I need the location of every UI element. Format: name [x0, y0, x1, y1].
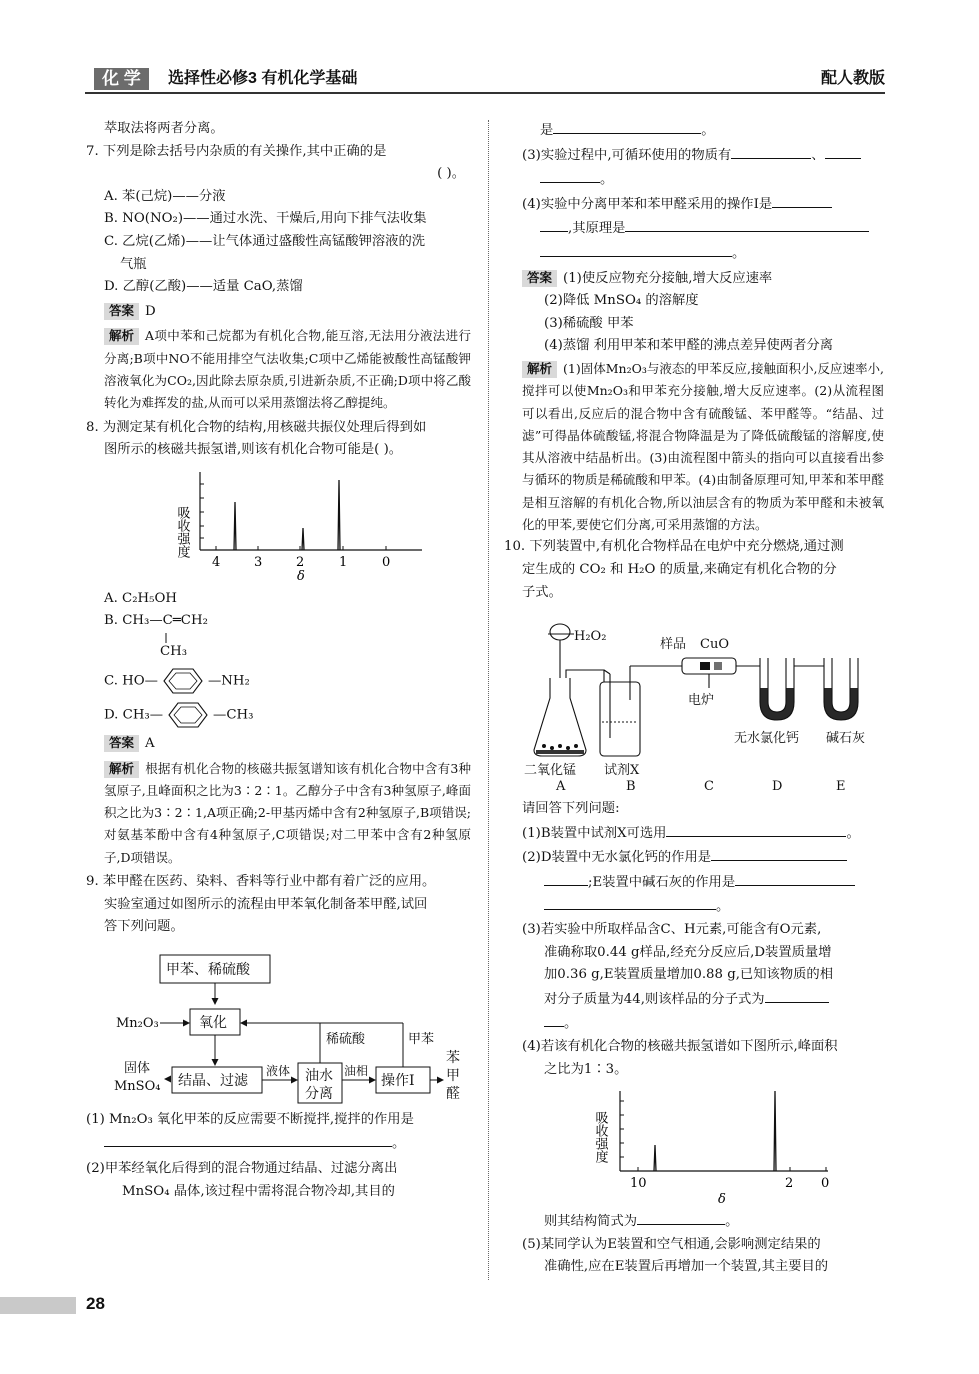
q9-stem-1: 9. 苯甲醛在医药、染料、香料等行业中都有着广泛的应用。 — [86, 873, 436, 889]
flow-crystallize: 结晶、过滤 — [178, 1072, 248, 1089]
flow-toluene: 甲苯 — [408, 1031, 435, 1047]
blank-answer[interactable] — [772, 192, 832, 208]
blank-answer[interactable] — [825, 143, 861, 159]
blank-answer[interactable] — [540, 241, 732, 257]
tick-0: 0 — [382, 554, 391, 570]
blank-answer[interactable] — [540, 167, 600, 183]
tick-1: 1 — [339, 554, 348, 570]
q10-sub2a: (2)D装置中无水氯化钙的作用是 — [522, 850, 712, 866]
apparatus-labels — [504, 776, 884, 796]
q9-sub2b: MnSO₄ 晶体,该过程中需将混合物冷却,其目的 — [122, 1183, 395, 1199]
q9-sub1: (1) Mn₂O₃ 氧化甲苯的反应需要不断搅拌,搅拌的作用是 — [86, 1111, 414, 1127]
q9-sub2a: (2)甲苯经氧化后得到的混合物通过结晶、过滤分离出 — [86, 1160, 398, 1176]
benzene-ring-icon — [158, 667, 208, 695]
flow-oil-phase: 油相 — [344, 1063, 369, 1078]
q7-option-c: C. 乙烷(乙烯)——让气体通过盛酸性高锰酸钾溶液的洗 — [104, 233, 426, 249]
q10-apparatus — [504, 610, 884, 782]
nmr-xlabel: δ — [297, 568, 305, 584]
blank-answer[interactable] — [735, 870, 855, 886]
tick-4: 4 — [212, 554, 221, 570]
q8-option-a: A. C₂H₅OH — [104, 590, 177, 606]
label-e: E — [836, 779, 846, 795]
flow-oxidation: 氧化 — [199, 1014, 227, 1031]
analysis-badge: 解析 — [522, 361, 557, 378]
nmr-spectrum-q10 — [590, 1087, 920, 1207]
app-mno2: 二氧化锰 — [524, 763, 577, 779]
flow-mn2o3: Mn₂O₃ — [116, 1015, 159, 1031]
page-number: 28 — [86, 1294, 105, 1313]
q9-answer-1: (1)使反应物充分接触,增大反应速率 — [563, 270, 773, 286]
benzene-ring-icon — [163, 701, 213, 729]
q7-option-c-cont: 气瓶 — [120, 256, 147, 272]
analysis-badge: 解析 — [104, 761, 139, 778]
book-title: 选择性必修3 有机化学基础 — [168, 70, 358, 87]
q8-stem-1: 8. 为测定某有机化合物的结构,用核磁共振仪处理后得到如 — [86, 419, 427, 435]
flow-solid: 固体 — [124, 1060, 151, 1076]
q7-option-a: A. 苯(己烷)——分液 — [104, 188, 226, 204]
r-line-4a: (4)实验中分离甲苯和苯甲醛采用的操作Ⅰ是 — [522, 196, 773, 212]
q7-paren: ( )。 — [437, 166, 465, 182]
flow-toluene-acid: 甲苯、稀硫酸 — [166, 961, 250, 978]
blank-answer[interactable] — [553, 118, 701, 134]
app-cacl2: 无水氯化钙 — [734, 731, 800, 747]
app-cuo: CuO — [700, 637, 729, 653]
tick-0: 0 — [821, 1176, 830, 1192]
r-line-1: 是 — [540, 123, 554, 138]
edition-label: 配人教版 — [820, 70, 885, 87]
flow-separate-2: 分离 — [305, 1085, 333, 1102]
blank-answer[interactable] — [104, 1131, 392, 1147]
tick-2: 2 — [785, 1176, 794, 1192]
nmr-xlabel: δ — [718, 1192, 726, 1208]
q8-option-b: B. CH₃—C═CH₂ — [104, 613, 208, 629]
q9-stem-3: 答下列问题。 — [104, 919, 184, 935]
blank-answer[interactable] — [625, 216, 869, 232]
q9-answer-2: (2)降低 MnSO₄ 的溶解度 — [544, 293, 699, 309]
r-line-2: (3)实验过程中,可循环使用的物质有 — [522, 147, 732, 163]
peak-1 — [654, 1145, 656, 1171]
flow-product-2: 甲 — [446, 1067, 460, 1084]
q10-stem-3: 子式。 — [522, 584, 562, 600]
blank-answer[interactable] — [765, 987, 829, 1003]
nmr-ylabel: 吸收强度 — [592, 1111, 608, 1164]
q10-sub3c: 加0.36 g,E装置质量增加0.88 g,已知该物质的相 — [544, 967, 834, 983]
q9-stem-2: 实验室通过如图所示的流程由甲苯氧化制备苯甲醛,试回 — [104, 896, 428, 912]
q10-stem-2: 定生成的 CO₂ 和 H₂O 的质量,来确定有机化合物的分 — [522, 561, 837, 577]
q10-stem-1: 10. 下列装置中,有机化合物样品在电炉中充分燃烧,通过测 — [504, 539, 844, 555]
app-sample: 样品 — [660, 637, 687, 653]
q10-sub3b: 准确称取0.44 g样品,经充分反应后,D装置质量增 — [544, 944, 832, 960]
app-soda-lime: 碱石灰 — [826, 731, 866, 747]
flow-separate-1: 油水 — [305, 1067, 333, 1084]
q10-sub5a: (5)某同学认为E装置和空气相通,会影响测定结果的 — [522, 1236, 821, 1252]
q7-analysis: A项中苯和己烷都为有机化合物,能互溶,无法用分液法进行分离;B项中NO不能用排空气法收集;C项中乙烯能被酸性高锰酸钾溶液氧化为CO₂,因此除去原杂质,引进新杂质,不正确;D项中将乙酸转化为难挥发的盐,从而可以采用蒸馏法将乙醇提纯。 — [104, 328, 471, 411]
right-column: 是 。 (3)实验过程中,可循环使用的物质有 、 。 (4)实验中分离甲苯和苯甲醛采用的操作Ⅰ是 ,其原理是 。 答案 (1)使反应物充分接触,增大反应速率 (2)降低 MnSO₄ 的溶解度 (3)稀硫酸 甲苯 (4)蒸馏 利用甲苯和苯甲醛的沸点差异使两者分离 解析 (1)固体Mn₂O₃与液态的甲苯反应,接触面积小,反应速率小,搅拌可以使Mn₂O₃和甲苯充分接触,增大反应速率。(2)从流程图可以看出,反应后的混合物中含有硫酸锰、苯甲醛等。“结晶、过滤”可得晶体硫酸锰,将混合物降温是为了降低硫酸锰的溶解度,使其从溶液中结晶析出。(3)由流程图中箭头的指向可以直接看出参与循环的物质是稀硫酸和甲苯。(4)由制备原理可知,甲苯和苯甲醛是相互溶解的有机化合物,所以油层含有的物质为苯甲醛和未被氧化的甲苯,要使它们分离,可采用蒸馏的方法。 10. 下列装置中,有机化合物样品在电炉中充分燃烧,通过测 定生成的 CO₂ 和 H₂O 的质量,来确定有机化合物的分 子式。 H₂O₂ 样品 CuO 电炉 无水氯化钙 碱石灰 二氧化锰 试剂X A B C D E 请回答下列问题: (1)B装置中试剂X可选用 。 (2)D装置中无水氯化钙的作用是 ;E装置中碱石灰的作用是 。 (3)若实验中所取样品含C、H元素,可能含有O元素, 准确称取0.44 g样品,经充分反应后,D装置质量增 加0.36 g,E装置质量增加0.88 g,已知该物质的相 对分子质量为44,则该样品的分子式为 。 (4)若该有机化合物的核磁共振氢谱如下图所示,峰面积 之比为1∶3。 吸收强度 10 2 0 δ 则其结构简式为 。 (5)某同学认为E装置和空气相通,会影响测定结果的 准确性,应在E装置后再增加一个装置,其主要目的 — [504, 118, 884, 1279]
subject-badge: 化 学 — [94, 68, 149, 90]
answer-badge: 答案 — [104, 303, 139, 320]
label-c: C — [704, 779, 714, 795]
blank-answer[interactable] — [731, 143, 811, 159]
flow-liquid: 液体 — [266, 1063, 291, 1078]
q10-sub3d: 对分子质量为44,则该样品的分子式为 — [544, 991, 765, 1007]
footer-bar — [0, 1297, 76, 1314]
q10-sub4c: 则其结构简式为 — [544, 1214, 638, 1230]
flow-product-3: 醛 — [446, 1085, 460, 1102]
tick-10: 10 — [630, 1176, 647, 1192]
q10-prompt: 请回答下列问题: — [522, 801, 620, 817]
q7-stem: 7. 下列是除去括号内杂质的有关操作,其中正确的是 — [86, 143, 387, 159]
tick-3: 3 — [254, 554, 263, 570]
q9-analysis: (1)固体Mn₂O₃与液态的甲苯反应,接触面积小,反应速率小,搅拌可以使Mn₂O₃和甲苯充分接触,增大反应速率。(2)从流程图可以看出,反应后的混合物中含有硫酸锰、苯甲醛等。“结晶、过滤”可得晶体硫酸锰,将混合物降温是为了降低硫酸锰的溶解度,使其从溶液中结晶析出。(3)由流程图中箭头的指向可以直接看出参与循环的物质是稀硫酸和甲苯。(4)由制备原理可知,甲苯和苯甲醛是相互溶解的有机化合物,所以油层含有的物质为苯甲醛和未被氧化的甲苯,要使它们分离,可采用蒸馏的方法。 — [522, 360, 884, 533]
q10-sub4a: (4)若该有机化合物的核磁共振氢谱如下图所示,峰面积 — [522, 1039, 838, 1055]
flow-operation: 操作Ⅰ — [381, 1072, 415, 1089]
q8-option-d-right: —CH₃ — [213, 707, 254, 723]
column-divider — [488, 120, 489, 1280]
r-line-4b: ,其原理是 — [568, 221, 626, 237]
q7-option-b: B. NO(NO₂)——通过水洗、干燥后,用向下排气法收集 — [104, 211, 427, 227]
answer-badge: 答案 — [522, 270, 557, 287]
blank-answer[interactable] — [711, 845, 847, 861]
label-b: B — [626, 779, 636, 795]
q7-option-d: D. 乙醇(乙酸)——适量 CaO,蒸馏 — [104, 279, 303, 295]
q8-option-c-right: —NH₂ — [207, 673, 250, 689]
q8-stem-2: 图所示的核磁共振氢谱,则该有机化合物可能是( )。 — [104, 442, 403, 458]
flow-mnso4: MnSO₄ — [114, 1078, 161, 1094]
peak-1 — [234, 502, 236, 550]
left-column: 萃取法将两者分离。 7. 下列是除去括号内杂质的有关操作,其中正确的是 ( )。 A. 苯(己烷)——分液 B. NO(NO₂)——通过水洗、干燥后,用向下排气法收集 C. 乙烷(乙烯)——让气体通过盛酸性高锰酸钾溶液的洗 气瓶 D. 乙醇(乙酸)——适量 CaO,蒸馏 答案 D 解析 A项中苯和己烷都为有机化合物,能互溶,无法用分液法进行分离;B项中NO不能用排空气法收集;C项中乙烯能被酸性高锰酸钾溶液氧化为CO₂,因此除去原杂质,引进新杂质,不正确;D项中将乙酸转化为难挥发的盐,从而可以采用蒸馏法将乙醇提纯。 8. 为测定某有机化合物的结构,用核磁共振仪处理后得到如 图所示的核磁共振氢谱,则该有机化合物可能是( )。 吸收强度 4 3 2 1 0 δ A. C₂H₅OH B. CH₃—C═CH₂ CH₃ C. HO— —NH₂ D. CH₃— —CH₃ 答案 A 解析 根据有机化合物的核磁共振氢谱知该有机化合物中含有3种氢原子,且峰面积之比为3∶2∶1。乙醇分子中含有3种氢原子,峰面积之比为3∶2∶1,A项正确;2-甲基丙烯中含有2种氢原子,B项错误;对氨基苯酚中含有4种氢原子,C项错误;对二甲苯中含有2种氢原子,D项错误。 9. 苯甲醛在医药、染料、香料等行业中都有着广泛的应用。 实验室通过如图所示的流程由甲苯氧化制备苯甲醛,试回 答下列问题。 甲苯、稀硫酸 Mn₂O₃ 氧化 固体 MnSO₄ 结晶、过滤 液体 油水 分离 油相 操作Ⅰ 苯 甲 醛 稀硫酸 甲苯 (1) Mn₂O₃ 氧化甲苯的反应需要不断搅拌,搅拌的作用是 。 (2)甲苯经氧化后得到的混合物通过结晶、过滤分离出 MnSO₄ 晶体,该过程中需将混合物冷却,其目的 — [86, 118, 471, 1203]
branch-bond — [162, 633, 202, 643]
intro-line: 萃取法将两者分离。 — [104, 121, 224, 136]
q8-analysis: 根据有机化合物的核磁共振氢谱知该有机化合物中含有3种氢原子,且峰面积之比为3∶2∶1。乙醇分子中含有3种氢原子,峰面积之比为3∶2∶1,A项正确;2-甲基丙烯中含有2种氢原子,B项错误;对氨基苯酚中含有4种氢原子,C项错误;对二甲苯中含有2种氢原子,D项错误。 — [104, 760, 471, 865]
peak-2 — [774, 1091, 776, 1171]
tick-2: 2 — [296, 554, 305, 570]
q9-answer-3: (3)稀硫酸 甲苯 — [544, 315, 634, 331]
label-a: A — [556, 779, 566, 795]
app-furnace: 电炉 — [688, 693, 715, 709]
q8-option-b-methyl: CH₃ — [160, 643, 188, 659]
blank-answer[interactable] — [637, 1209, 725, 1225]
q10-sub4b: 之比为1∶3。 — [544, 1061, 628, 1077]
nmr-spectrum-q8 — [170, 466, 450, 584]
blank-answer[interactable] — [544, 870, 588, 886]
peak-2 — [302, 528, 304, 550]
answer-badge: 答案 — [104, 735, 139, 752]
q8-option-c-left: C. HO— — [104, 673, 158, 689]
q9-flowchart — [86, 947, 466, 1107]
peak-3 — [338, 480, 340, 550]
q7-answer: D — [145, 303, 156, 319]
flow-product-1: 苯 — [446, 1049, 460, 1066]
nmr-ylabel: 吸收强度 — [174, 505, 190, 558]
q8-option-d-left: D. CH₃— — [104, 707, 164, 723]
q10-sub2b: ;E装置中碱石灰的作用是 — [588, 874, 736, 890]
app-reagent-x: 试剂X — [604, 763, 640, 779]
q9-answer-4: (4)蒸馏 利用甲苯和苯甲醛的沸点差异使两者分离 — [544, 338, 833, 354]
label-d: D — [772, 779, 783, 795]
blank-answer[interactable] — [544, 1011, 564, 1027]
analysis-badge: 解析 — [104, 328, 139, 345]
flow-dilute-acid: 稀硫酸 — [326, 1031, 366, 1047]
q10-sub1: (1)B装置中试剂X可选用 — [522, 825, 667, 841]
q8-answer: A — [145, 735, 155, 751]
blank-answer[interactable] — [540, 216, 568, 232]
q10-sub3a: (3)若实验中所取样品含C、H元素,可能含有O元素, — [522, 922, 822, 938]
blank-answer[interactable] — [666, 821, 846, 837]
blank-answer[interactable] — [544, 894, 716, 910]
q10-sub5b: 准确性,应在E装置后再增加一个装置,其主要目的 — [544, 1259, 829, 1275]
app-h2o2: H₂O₂ — [574, 629, 607, 645]
